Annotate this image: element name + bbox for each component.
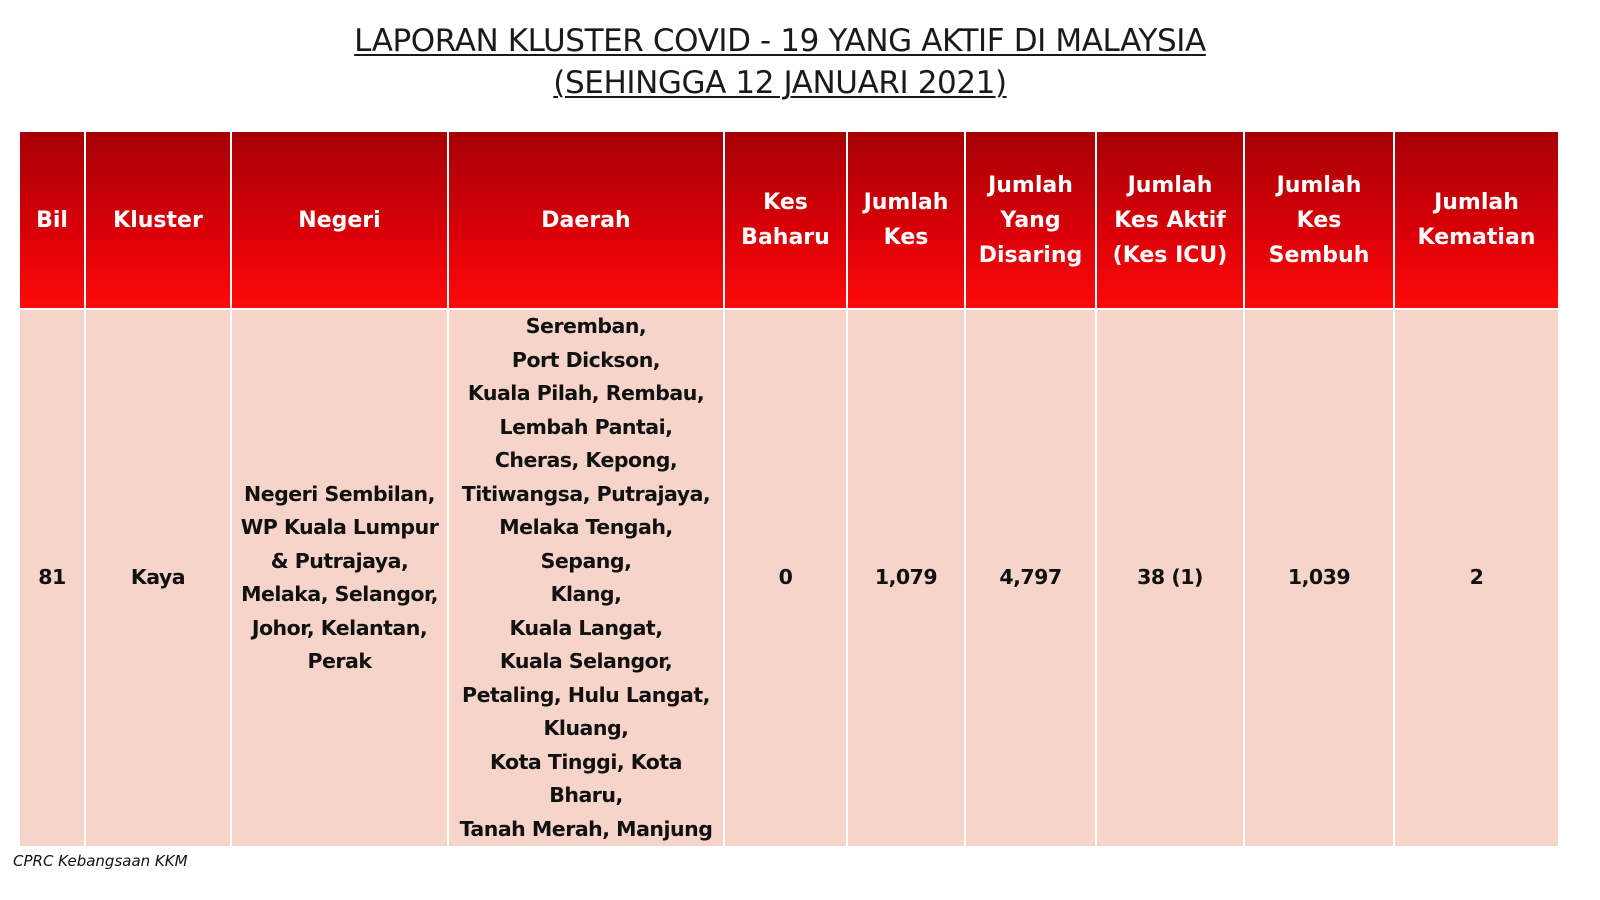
cluster-table xyxy=(18,130,1560,848)
header-daerah: Daerah xyxy=(448,131,724,309)
header-jumlah-kes-aktif: Jumlah Kes Aktif (Kes ICU) xyxy=(1096,131,1244,309)
report-title xyxy=(0,20,1560,104)
header-kluster: Kluster xyxy=(85,131,231,309)
header-negeri: Negeri xyxy=(231,131,448,309)
report-title-line1: LAPORAN KLUSTER COVID - 19 YANG AKTIF DI MALAYSIA xyxy=(354,23,1206,59)
cell-jumlah-disaring: 4,797 xyxy=(965,309,1096,847)
header-bil: Bil xyxy=(19,131,85,309)
cell-jumlah-kes-sembuh: 1,039 xyxy=(1244,309,1394,847)
header-kes-baharu: Kes Baharu xyxy=(724,131,847,309)
header-jumlah-kes: Jumlah Kes xyxy=(847,131,965,309)
cell-kes-baharu: 0 xyxy=(724,309,847,847)
header-jumlah-kes-sembuh: Jumlah Kes Sembuh xyxy=(1244,131,1394,309)
table-row xyxy=(19,309,1559,847)
cell-bil: 81 xyxy=(19,309,85,847)
cell-kluster: Kaya xyxy=(85,309,231,847)
header-jumlah-disaring: Jumlah Yang Disaring xyxy=(965,131,1096,309)
cell-jumlah-kematian: 2 xyxy=(1394,309,1559,847)
table-header-row xyxy=(19,131,1559,309)
cell-daerah: Seremban, Port Dickson, Kuala Pilah, Rembau, Lembah Pantai, Cheras, Kepong, Titiwangsa, Putrajaya, Melaka Tengah, Sepang, Klang, Kuala Langat, Kuala Selangor, Petaling, Hulu Langat, Kluang, Kota Tinggi, Kota Bharu, Tanah Merah, Manjung xyxy=(448,309,724,847)
source-footer: CPRC Kebangsaan KKM xyxy=(13,852,188,870)
header-jumlah-kematian: Jumlah Kematian xyxy=(1394,131,1559,309)
cell-jumlah-kes-aktif: 38 (1) xyxy=(1096,309,1244,847)
report-title-line2: (SEHINGGA 12 JANUARI 2021) xyxy=(553,65,1007,101)
cell-jumlah-kes: 1,079 xyxy=(847,309,965,847)
cell-negeri: Negeri Sembilan, WP Kuala Lumpur & Putrajaya, Melaka, Selangor, Johor, Kelantan, Perak xyxy=(231,309,448,847)
